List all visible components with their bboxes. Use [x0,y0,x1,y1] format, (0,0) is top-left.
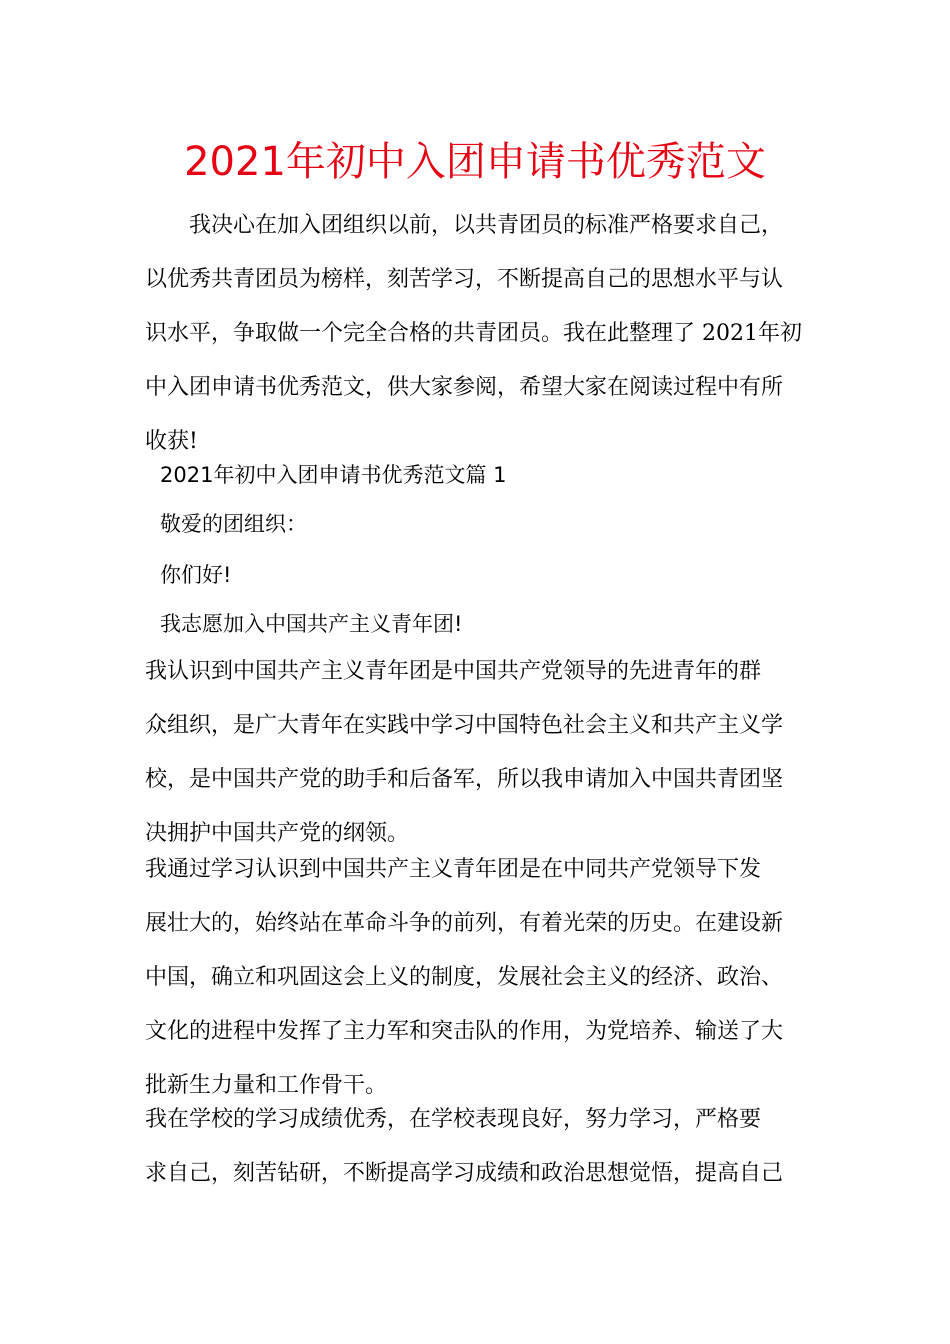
document-title: 2021年初中入团申请书优秀范文 [184,139,766,185]
paragraph-line: 我通过学习认识到中国共产主义青年团是在中同共产党领导下发 [145,857,762,882]
paragraph-line: 求自己，刻苦钻研，不断提高学习成绩和政治思想觉悟，提高自己 [145,1161,784,1186]
wish-line: 我志愿加入中国共产主义青年团! [160,612,463,636]
paragraph-2 [145,843,825,1113]
paragraph-line: 以优秀共青团员为榜样，刻苦学习，不断提高自己的思想水平与认 [145,267,784,292]
paragraph-line: 我认识到中国共产主义青年团是中国共产党领导的先进青年的群 [145,659,762,684]
section-heading: 2021年初中入团申请书优秀范文篇 1 [160,463,507,487]
paragraph-line: 中国，确立和巩固这会上义的制度，发展社会主义的经济、政治、 [145,965,784,990]
intro-paragraph [145,199,825,469]
paragraph-line: 决拥护中国共产党的纲领。 [145,821,410,846]
paragraph-line: 校，是中国共产党的助手和后备军，所以我申请加入中国共青团坚 [145,767,784,792]
salutation: 敬爱的团组织： [160,512,307,536]
paragraph-line: 文化的进程中发挥了主力军和突击队的作用，为党培养、输送了大 [145,1019,784,1044]
paragraph-line: 我在学校的学习成绩优秀，在学校表现良好，努力学习，严格要 [145,1107,762,1132]
paragraph-line: 中入团申请书优秀范文，供大家参阅，希望大家在阅读过程中有所 [145,375,784,400]
paragraph-line: 展壮大的，始终站在革命斗争的前列，有着光荣的历史。在建设新 [145,911,784,936]
paragraph-3 [145,1093,825,1201]
paragraph-line: 批新生力量和工作骨干。 [145,1073,388,1098]
greeting: 你们好! [160,563,232,587]
paragraph-1 [145,645,825,861]
paragraph-line: 我决心在加入团组织以前，以共青团员的标准严格要求自己， [145,213,784,238]
paragraph-line: 识水平，争取做一个完全合格的共青团员。我在此整理了 2021年初 [145,321,802,346]
paragraph-line: 收获! [145,429,198,454]
paragraph-line: 众组织，是广大青年在实践中学习中国特色社会主义和共产主义学 [145,713,784,738]
